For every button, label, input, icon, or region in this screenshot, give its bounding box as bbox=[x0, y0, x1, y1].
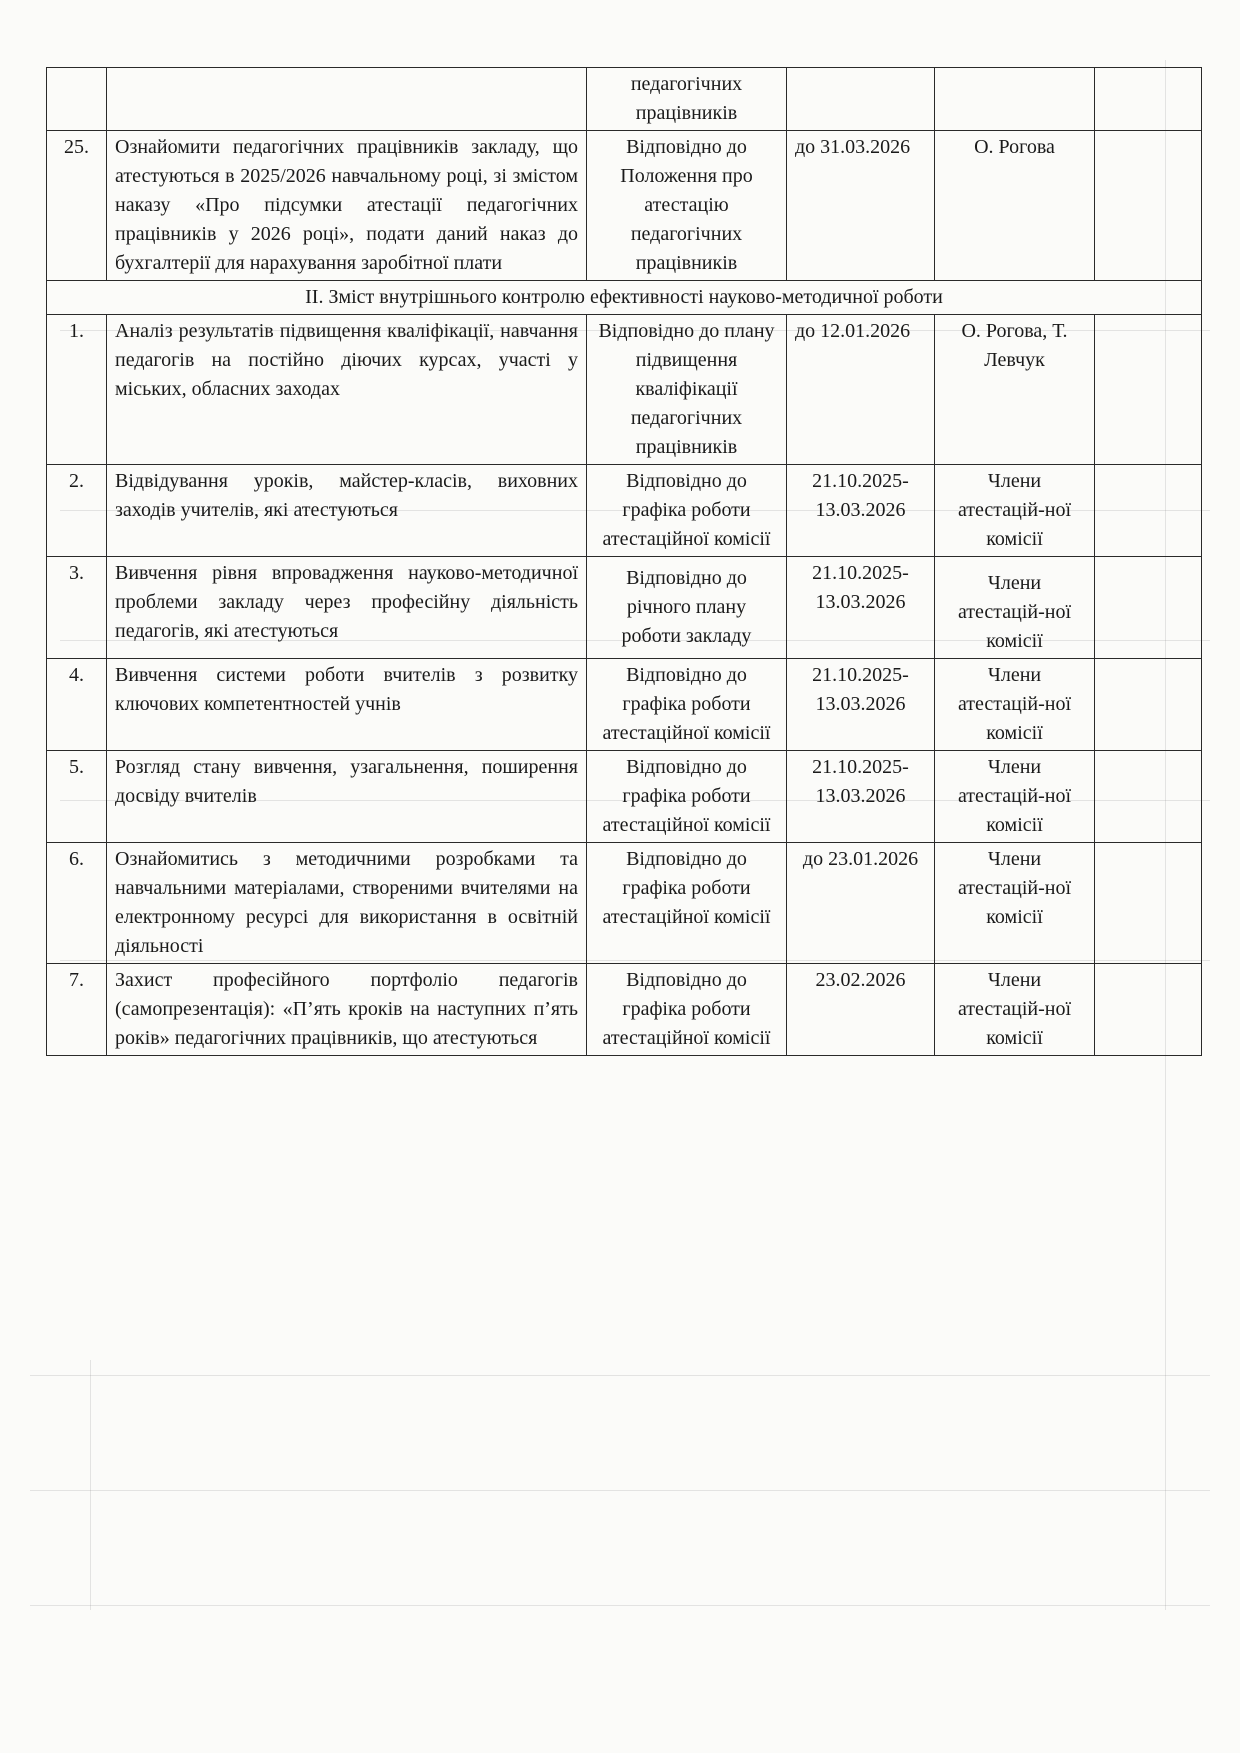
term-cell: Відповідно до графіка роботи атестаційної комісії bbox=[587, 843, 787, 964]
mark-cell bbox=[1095, 964, 1202, 1056]
mark-cell bbox=[1095, 751, 1202, 843]
mark-cell bbox=[1095, 659, 1202, 751]
responsible-cell: Члени атестацій-ної комісії bbox=[935, 843, 1095, 964]
date-cell: до 12.01.2026 bbox=[787, 315, 935, 465]
task-cell: Аналіз результатів підвищення кваліфікації, навчання педагогів на постійно діючих курсах, участі у міських, обласних заходах bbox=[107, 315, 587, 465]
date-cell: 21.10.2025-13.03.2026 bbox=[787, 751, 935, 843]
responsible-cell: О. Рогова, Т. Левчук bbox=[935, 315, 1095, 465]
task-cell: Відвідування уроків, майстер-класів, виховних заходів учителів, які атестуються bbox=[107, 465, 587, 557]
term-cell: педагогічних працівників bbox=[587, 68, 787, 131]
responsible-cell: Члени атестацій-ної комісії bbox=[935, 659, 1095, 751]
responsible-cell: О. Рогова bbox=[935, 131, 1095, 281]
mark-cell bbox=[1095, 843, 1202, 964]
task-cell: Вивчення рівня впровадження науково-методичної проблеми закладу через професійну діяльність педагогів, які атестуються bbox=[107, 557, 587, 659]
term-cell: Відповідно до графіка роботи атестаційної комісії bbox=[587, 964, 787, 1056]
row-number: 2. bbox=[47, 465, 107, 557]
section-title: ІІ. Зміст внутрішнього контролю ефективності науково-методичної роботи bbox=[47, 281, 1202, 315]
mark-cell bbox=[1095, 557, 1202, 659]
date-cell: до 31.03.2026 bbox=[787, 131, 935, 281]
row-number: 3. bbox=[47, 557, 107, 659]
date-cell: 21.10.2025-13.03.2026 bbox=[787, 659, 935, 751]
table-row bbox=[47, 68, 1202, 131]
row-number: 1. bbox=[47, 315, 107, 465]
task-cell: Ознайомитись з методичними розробками та навчальними матеріалами, створеними вчителями на електронному ресурсі для використання в освітній діяльності bbox=[107, 843, 587, 964]
row-number: 7. bbox=[47, 964, 107, 1056]
table-row bbox=[47, 964, 1202, 1056]
table-row bbox=[47, 131, 1202, 281]
date-cell: 21.10.2025-13.03.2026 bbox=[787, 557, 935, 659]
table-row bbox=[47, 465, 1202, 557]
table-row bbox=[47, 659, 1202, 751]
responsible-cell: Члени атестацій-ної комісії bbox=[935, 964, 1095, 1056]
attestation-plan-table bbox=[46, 67, 1202, 1056]
responsible-cell: Члени атестацій-ної комісії bbox=[935, 751, 1095, 843]
date-cell bbox=[787, 68, 935, 131]
mark-cell bbox=[1095, 68, 1202, 131]
row-number bbox=[47, 68, 107, 131]
bleed-through-line bbox=[30, 1375, 1210, 1376]
bleed-through-line bbox=[30, 1490, 1210, 1491]
task-cell: Вивчення системи роботи вчителів з розвитку ключових компетентностей учнів bbox=[107, 659, 587, 751]
task-cell: Розгляд стану вивчення, узагальнення, поширення досвіду вчителів bbox=[107, 751, 587, 843]
table-row bbox=[47, 315, 1202, 465]
mark-cell bbox=[1095, 131, 1202, 281]
responsible-cell bbox=[935, 68, 1095, 131]
date-cell: до 23.01.2026 bbox=[787, 843, 935, 964]
row-number: 4. bbox=[47, 659, 107, 751]
date-cell: 23.02.2026 bbox=[787, 964, 935, 1056]
date-cell: 21.10.2025-13.03.2026 bbox=[787, 465, 935, 557]
term-cell: Відповідно до графіка роботи атестаційної комісії bbox=[587, 751, 787, 843]
responsible-cell: Члени атестацій-ної комісії bbox=[935, 557, 1095, 659]
mark-cell bbox=[1095, 315, 1202, 465]
term-cell: Відповідно до Положення про атестацію педагогічних працівників bbox=[587, 131, 787, 281]
table-row bbox=[47, 557, 1202, 659]
table-row bbox=[47, 843, 1202, 964]
term-cell: Відповідно до плану підвищення кваліфікації педагогічних працівників bbox=[587, 315, 787, 465]
task-cell bbox=[107, 68, 587, 131]
task-cell: Захист професійного портфоліо педагогів (самопрезентація): «П’ять кроків на наступних п’ять років» педагогічних працівників, що атестуються bbox=[107, 964, 587, 1056]
bleed-through-line bbox=[30, 1605, 1210, 1606]
row-number: 25. bbox=[47, 131, 107, 281]
section-row bbox=[47, 281, 1202, 315]
term-cell: Відповідно до графіка роботи атестаційної комісії bbox=[587, 659, 787, 751]
table-row bbox=[47, 751, 1202, 843]
mark-cell bbox=[1095, 465, 1202, 557]
row-number: 6. bbox=[47, 843, 107, 964]
term-cell: Відповідно до річного плану роботи закладу bbox=[587, 557, 787, 659]
responsible-cell: Члени атестацій-ної комісії bbox=[935, 465, 1095, 557]
row-number: 5. bbox=[47, 751, 107, 843]
bleed-through-line bbox=[90, 1360, 91, 1610]
task-cell: Ознайомити педагогічних працівників закладу, що атестуються в 2025/2026 навчальному році, зі змістом наказу «Про підсумки атестації педагогічних працівників у 2026 році», подати даний наказ до бухгалтерії для нарахування заробітної плати bbox=[107, 131, 587, 281]
term-cell: Відповідно до графіка роботи атестаційної комісії bbox=[587, 465, 787, 557]
